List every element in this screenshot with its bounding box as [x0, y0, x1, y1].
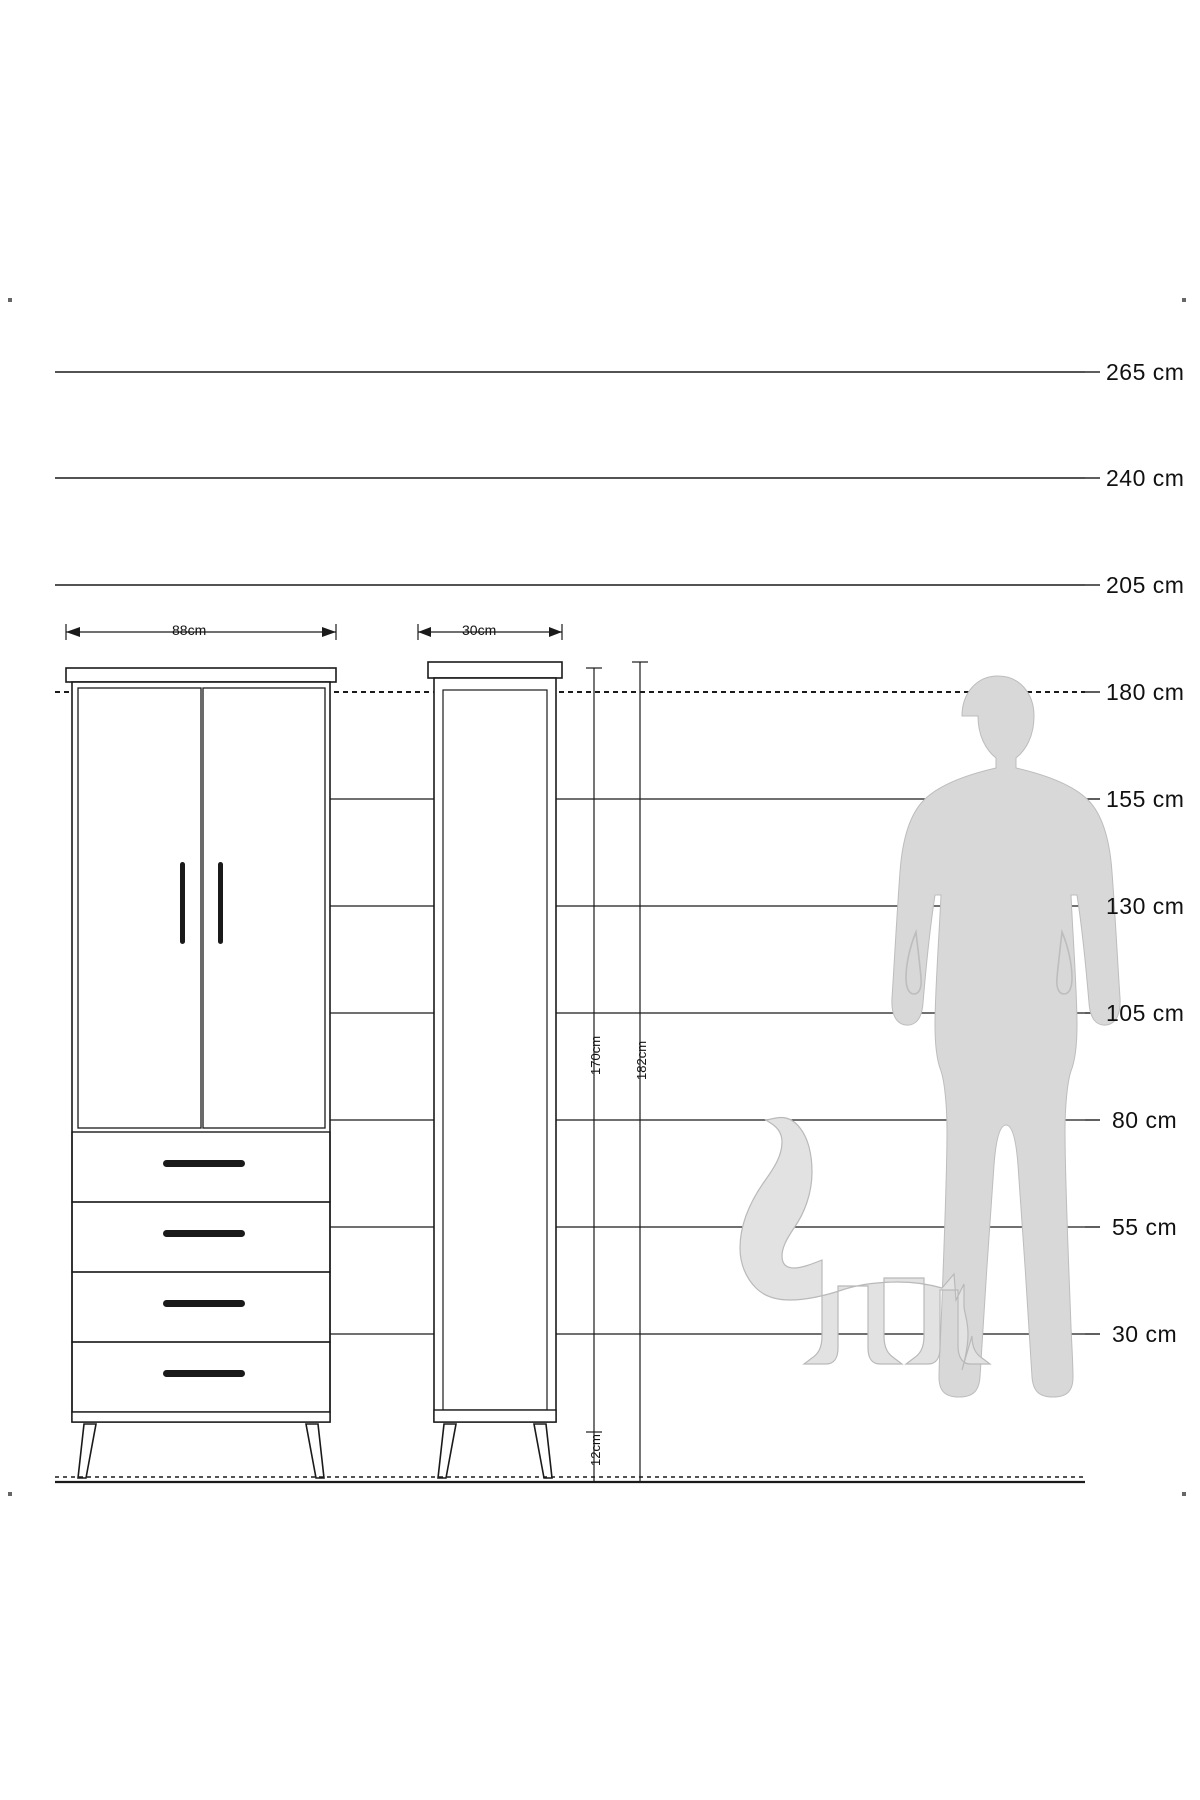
- scale-label-130: 130 cm: [1106, 893, 1185, 919]
- scale-label-30: 30 cm: [1112, 1321, 1178, 1347]
- width-label-88: 88cm: [172, 622, 207, 638]
- wardrobe-legs: [78, 1424, 324, 1478]
- scale-label-55: 55 cm: [1112, 1214, 1178, 1240]
- scale-lines-top: [55, 372, 1085, 585]
- scale-label-105: 105 cm: [1106, 1000, 1185, 1026]
- wardrobe[interactable]: [66, 668, 336, 1478]
- scale-label-80: 80 cm: [1112, 1107, 1178, 1133]
- scale-label-180: 180 cm: [1106, 679, 1185, 705]
- scale-label-205: 205 cm: [1106, 572, 1185, 598]
- tall-cabinet-legs: [438, 1424, 552, 1478]
- scale-label-155: 155 cm: [1106, 786, 1185, 812]
- height-label-170: 170cm: [588, 1035, 603, 1075]
- height-label-182: 182cm: [634, 1040, 649, 1080]
- width-label-30: 30cm: [462, 622, 497, 638]
- height-label-12: 12cm: [588, 1434, 603, 1466]
- scale-label-240: 240 cm: [1106, 465, 1185, 491]
- scale-label-265: 265 cm: [1106, 359, 1185, 385]
- tall-cabinet[interactable]: [428, 662, 562, 1478]
- ground-line: [55, 1477, 1085, 1482]
